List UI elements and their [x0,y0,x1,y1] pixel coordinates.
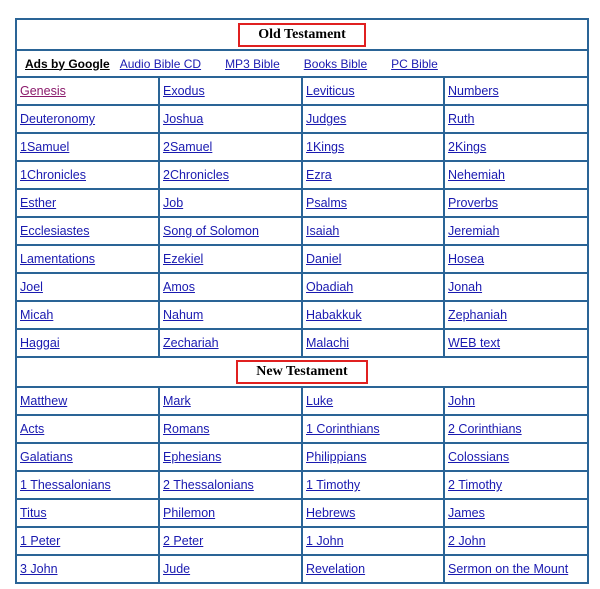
book-cell [303,190,445,218]
book-cell [17,388,160,416]
book-link-numbers[interactable]: Numbers [448,84,499,98]
book-link-jude[interactable]: Jude [163,562,191,576]
book-link-1-peter[interactable]: 1 Peter [20,534,61,548]
book-cell [17,274,160,302]
book-cell [445,78,587,106]
book-link-proverbs[interactable]: Proverbs [448,196,499,210]
book-link-joel[interactable]: Joel [20,280,43,294]
book-cell [160,162,303,190]
book-cell [303,330,445,358]
book-cell [160,302,303,330]
book-cell [303,556,445,584]
book-link-3-john[interactable]: 3 John [20,562,58,576]
book-cell [445,106,587,134]
book-link-john[interactable]: John [448,394,476,408]
book-link-leviticus[interactable]: Leviticus [306,84,355,98]
book-link-malachi[interactable]: Malachi [306,336,350,350]
book-link-1-corinthians[interactable]: 1 Corinthians [306,422,380,436]
book-link-esther[interactable]: Esther [20,196,57,210]
book-link-colossians[interactable]: Colossians [448,450,510,464]
book-cell [303,162,445,190]
book-link-joshua[interactable]: Joshua [163,112,204,126]
book-cell [160,472,303,500]
book-link-nehemiah[interactable]: Nehemiah [448,168,505,182]
book-link-james[interactable]: James [448,506,485,520]
old-testament-heading-row [17,20,587,51]
book-link-2-john[interactable]: 2 John [448,534,486,548]
book-cell [445,500,587,528]
book-link-1-john[interactable]: 1 John [306,534,344,548]
book-cell [303,218,445,246]
book-link-2-peter[interactable]: 2 Peter [163,534,204,548]
book-link-psalms[interactable]: Psalms [306,196,347,210]
book-cell [160,106,303,134]
book-link-zechariah[interactable]: Zechariah [163,336,219,350]
book-cell [445,444,587,472]
book-link-1chronicles[interactable]: 1Chronicles [20,168,87,182]
book-cell [303,444,445,472]
book-link-matthew[interactable]: Matthew [20,394,68,408]
book-cell [160,528,303,556]
ad-link-mp3-bible[interactable]: MP3 Bible [225,56,280,71]
book-link-zephaniah[interactable]: Zephaniah [448,308,508,322]
book-link-exodus[interactable]: Exodus [163,84,205,98]
book-cell [160,556,303,584]
book-cell [445,416,587,444]
book-cell [160,246,303,274]
book-link-ezekiel[interactable]: Ezekiel [163,252,204,266]
book-cell [303,274,445,302]
book-link-isaiah[interactable]: Isaiah [306,224,340,238]
book-cell [17,556,160,584]
book-cell [17,78,160,106]
book-cell [445,162,587,190]
book-link-ruth[interactable]: Ruth [448,112,475,126]
book-cell [160,388,303,416]
book-cell [445,218,587,246]
book-link-2samuel[interactable]: 2Samuel [163,140,213,154]
book-cell [17,472,160,500]
book-cell [17,246,160,274]
book-link-habakkuk[interactable]: Habakkuk [306,308,362,322]
book-cell [160,218,303,246]
book-link-2-thessalonians[interactable]: 2 Thessalonians [163,478,254,492]
book-link-hosea[interactable]: Hosea [448,252,485,266]
book-link-sermon-on-the-mount[interactable]: Sermon on the Mount [448,562,569,576]
book-link-lamentations[interactable]: Lamentations [20,252,96,266]
book-cell [17,302,160,330]
book-cell [160,500,303,528]
book-cell [160,78,303,106]
ad-link-pc-bible[interactable]: PC Bible [391,56,438,71]
book-cell [303,134,445,162]
book-link-1-timothy[interactable]: 1 Timothy [306,478,361,492]
book-cell [160,416,303,444]
book-link-obadiah[interactable]: Obadiah [306,280,354,294]
book-link-luke[interactable]: Luke [306,394,334,408]
book-cell [445,556,587,584]
book-link-philemon[interactable]: Philemon [163,506,216,520]
book-cell [17,330,160,358]
book-cell [17,528,160,556]
book-cell [17,190,160,218]
book-cell [445,302,587,330]
book-link-acts[interactable]: Acts [20,422,45,436]
book-link-jonah[interactable]: Jonah [448,280,483,294]
book-cell [160,134,303,162]
new-testament-heading-row [17,358,587,388]
old-testament-books-grid [17,78,587,358]
book-link-job[interactable]: Job [163,196,184,210]
book-cell [445,246,587,274]
book-link-ephesians[interactable]: Ephesians [163,450,222,464]
book-link-jeremiah[interactable]: Jeremiah [448,224,500,238]
book-link-2-corinthians[interactable]: 2 Corinthians [448,422,522,436]
book-link-2kings[interactable]: 2Kings [448,140,487,154]
book-cell [303,106,445,134]
book-cell [160,274,303,302]
book-cell [303,500,445,528]
book-link-titus[interactable]: Titus [20,506,47,520]
book-link-deuteronomy[interactable]: Deuteronomy [20,112,96,126]
book-cell [445,472,587,500]
ads-row [17,51,587,78]
book-cell [303,472,445,500]
book-link-nahum[interactable]: Nahum [163,308,204,322]
book-cell [445,528,587,556]
book-cell [17,106,160,134]
book-cell [303,388,445,416]
book-cell [445,190,587,218]
book-link-1samuel[interactable]: 1Samuel [20,140,70,154]
new-testament-heading: New Testament [236,360,367,384]
book-link-2-timothy[interactable]: 2 Timothy [448,478,503,492]
ad-link-books-bible[interactable]: Books Bible [303,56,368,71]
book-cell [17,416,160,444]
book-cell [445,330,587,358]
book-cell [445,274,587,302]
book-link-genesis[interactable]: Genesis [20,84,66,98]
book-cell [17,162,160,190]
book-link-ezra[interactable]: Ezra [306,168,332,182]
old-testament-heading: Old Testament [238,23,366,47]
book-link-song-of-solomon[interactable]: Song of Solomon [163,224,259,238]
book-link-ecclesiastes[interactable]: Ecclesiastes [20,224,90,238]
book-link-hebrews[interactable]: Hebrews [306,506,356,520]
book-cell [303,302,445,330]
book-cell [303,246,445,274]
book-link-romans[interactable]: Romans [163,422,210,436]
book-cell [160,330,303,358]
book-cell [160,444,303,472]
book-cell [445,388,587,416]
book-cell [160,190,303,218]
book-link-micah[interactable]: Micah [20,308,54,322]
book-link-galatians[interactable]: Galatians [20,450,73,464]
new-testament-books-grid [17,388,587,584]
book-link-revelation[interactable]: Revelation [306,562,366,576]
book-link-amos[interactable]: Amos [163,280,195,294]
ads-by-google-label[interactable]: Ads by Google [25,56,110,71]
ad-link-audio-bible-cd[interactable]: Audio Bible CD [119,56,202,71]
book-link-web-text[interactable]: WEB text [448,336,501,350]
book-cell [17,444,160,472]
book-cell [445,134,587,162]
book-cell [303,528,445,556]
book-cell [17,218,160,246]
book-cell [303,416,445,444]
book-link-2chronicles[interactable]: 2Chronicles [163,168,230,182]
book-cell [303,78,445,106]
book-cell [17,500,160,528]
book-link-mark[interactable]: Mark [163,394,191,408]
book-cell [17,134,160,162]
book-link-1-thessalonians[interactable]: 1 Thessalonians [20,478,111,492]
book-link-haggai[interactable]: Haggai [20,336,60,350]
book-link-daniel[interactable]: Daniel [306,252,342,266]
bible-books-table [15,18,589,584]
book-link-philippians[interactable]: Philippians [306,450,367,464]
book-link-judges[interactable]: Judges [306,112,347,126]
book-link-1kings[interactable]: 1Kings [306,140,345,154]
